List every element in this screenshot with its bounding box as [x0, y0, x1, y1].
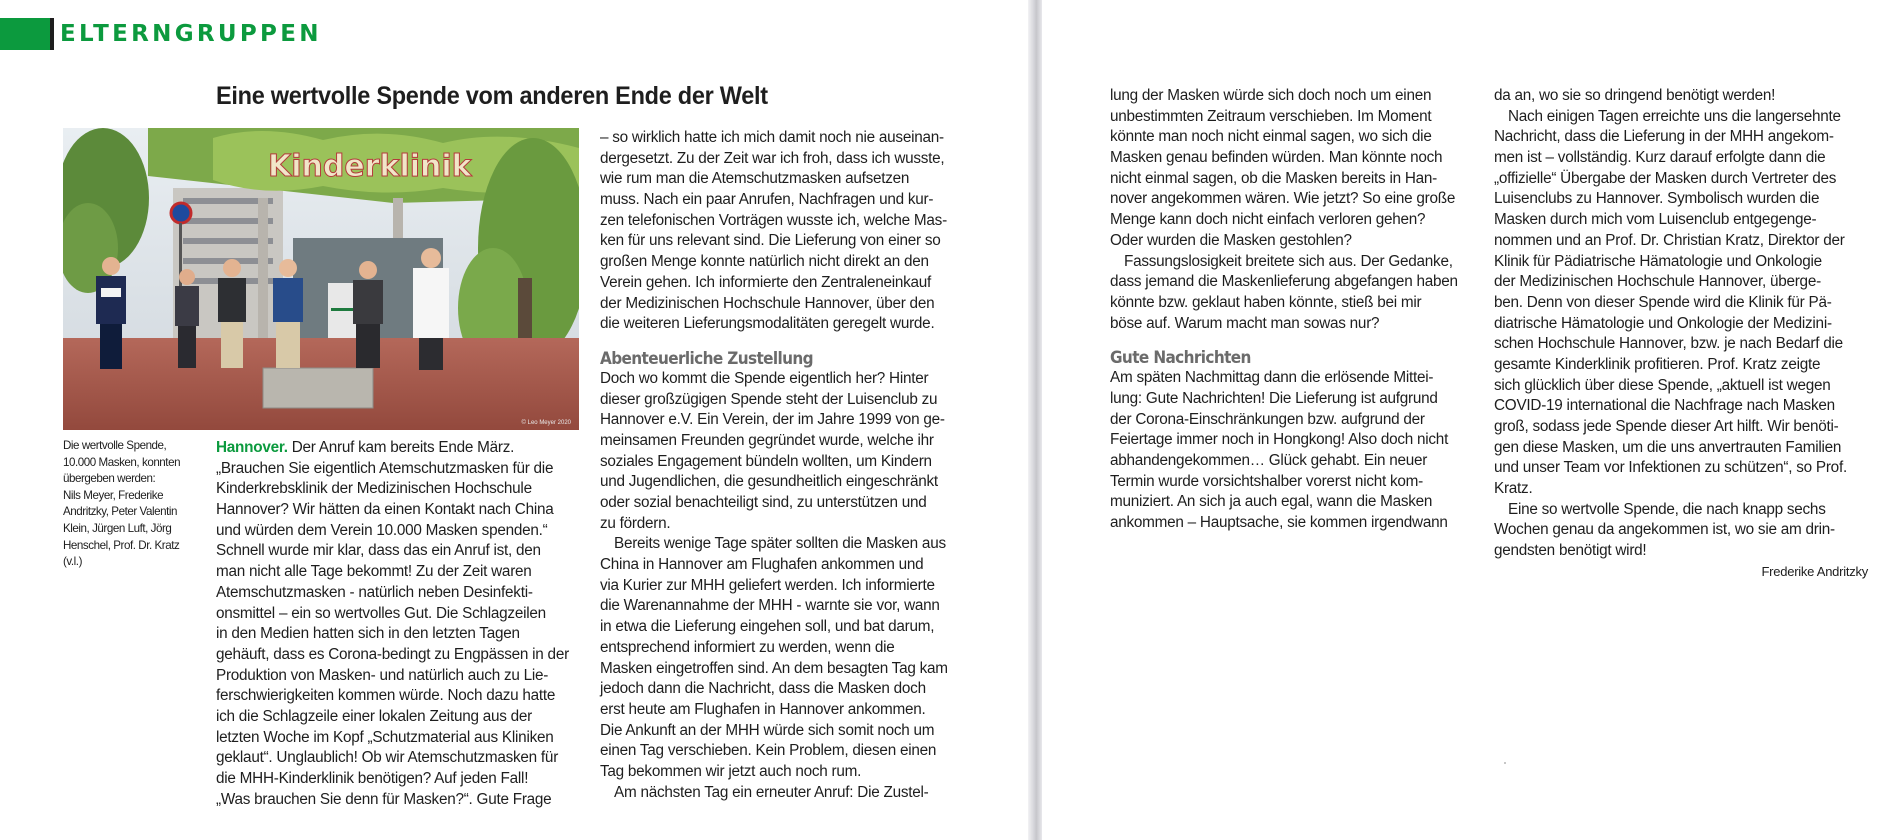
text-line: Kratz.: [1494, 480, 1533, 498]
page-gutter: [1028, 0, 1042, 840]
text-line: erst heute am Flughafen in Hannover ankommen.: [600, 700, 926, 718]
subheading: Gute Nachrichten: [1110, 348, 1251, 369]
text-line: die weiteren Lieferungsmodalitäten geregelt wurde.: [600, 315, 935, 333]
paper-speck: [1504, 762, 1506, 764]
text-line: Klinik für Pädiatrische Hämatologie und Onkologie: [1494, 252, 1822, 270]
text-line: Kinderkrebsklinik der Medizinischen Hochschule: [216, 480, 532, 498]
text-line: soziales Engagement bündeln wollten, um Kindern: [600, 452, 932, 470]
text-line: Feiertage immer noch in Hongkong! Also doch nicht: [1110, 431, 1449, 449]
text-line: [216, 438, 576, 459]
text-line: Fassungslosigkeit breitete sich aus. Der Gedanke,: [1124, 252, 1453, 270]
text-line: „Brauchen Sie eigentlich Atemschutzmasken für die: [216, 459, 554, 477]
text-line: Eine so wertvolle Spende, die nach knapp sechs: [1508, 500, 1826, 518]
text-line: COVID-19 international die Nachfrage nach Masken: [1494, 397, 1835, 415]
photo-caption: [63, 438, 193, 571]
text-line: groß, sodass jede Spende dieser Art hilft. Wir benöti-: [1494, 418, 1839, 435]
text-line: die Warenannahme der MHH - warnte sie vor, wann: [600, 597, 940, 615]
caption-line: Die wertvolle Spende,: [63, 439, 167, 452]
text-line: dergesetzt. Zu der Zeit war ich froh, dass ich wusste,: [600, 149, 945, 167]
text-line: meinsamen Freunden gegründet wurde, welche ihr: [600, 431, 934, 449]
text-line: Bereits wenige Tage später sollten die Masken aus: [614, 535, 946, 553]
text-column-2: [600, 128, 980, 803]
text-line: lung der Masken würde sich doch noch um einen: [1110, 87, 1432, 104]
subheading: Abenteuerliche Zustellung: [600, 348, 813, 369]
text-line: lung: Gute Nachrichten! Die Lieferung ist aufgrund: [1110, 389, 1438, 407]
text-line: Hannover? Wir hätten da einen Kontakt nach China: [216, 501, 554, 519]
text-line: Luisenclubs zu Hannover. Symbolisch wurden die: [1494, 190, 1820, 208]
section-bar-divider: [50, 18, 54, 50]
text-line: gen diese Masken, um die uns anvertrauten Familien: [1494, 438, 1842, 456]
text-line: der Medizinischen Hochschule Hannover, über den: [600, 294, 935, 312]
text-line: Masken genau befinden würden. Man könnte noch: [1110, 149, 1443, 167]
text-line: schen Hochschule Hannover, bzw. je nach Bedarf die: [1494, 335, 1843, 353]
text-line: letzten Woche im Kopf „Schutzmaterial aus Kliniken: [216, 728, 554, 746]
text-line: könnte man noch nicht einmal sagen, wo sich die: [1110, 128, 1432, 146]
text-line: Am späten Nachmittag dann die erlösende Mittei-: [1110, 369, 1434, 387]
text-line: großen Menge konnte natürlich nicht direkt an den: [600, 253, 929, 271]
text-line: ben. Denn von dieser Spende wird die Klinik für Pä-: [1494, 293, 1832, 311]
text-line: Menge kann doch nicht einfach verloren gehen?: [1110, 211, 1426, 229]
text-line: und Jugendlichen, die gesundheitlich eingeschränkt: [600, 473, 938, 491]
caption-line: Andritzky, Peter Valentin: [63, 505, 177, 519]
text-line: einen Tag verschieben. Kein Problem, diesen einen: [600, 742, 937, 760]
text-column-3: [1110, 86, 1482, 534]
text-line: Verein gehen. Ich informierte den Zentraleneinkauf: [600, 273, 932, 291]
article-photo: [63, 128, 579, 430]
text-column-4: [1494, 86, 1868, 583]
text-line: Die Ankunft an der MHH würde sich somit noch um: [600, 721, 935, 739]
text-column-1: [216, 438, 576, 810]
author-byline: Frederike Andritzky: [1761, 563, 1868, 579]
text-line: entsprechend informiert zu werden, wenn die: [600, 638, 895, 656]
right-page: [1042, 0, 1897, 840]
text-line: Oder wurden die Masken gestohlen?: [1110, 231, 1352, 249]
text-line: nicht einmal sagen, ob die Masken bereits in Han-: [1110, 169, 1438, 187]
text-line: Atemschutzmasken - natürlich neben Desinfekti-: [216, 583, 533, 601]
caption-line: übergeben werden:: [63, 472, 156, 486]
caption-line: (v.l.): [63, 555, 82, 569]
text-line: Nachricht, dass die Lieferung in der MHH angekom-: [1494, 128, 1834, 146]
photo-credit: © Leo Meyer 2020: [521, 420, 571, 426]
text-line: böse auf. Warum macht man sowas nur?: [1110, 314, 1380, 332]
text-line: gendsten benötigt wird!: [1494, 542, 1647, 560]
text-line: wie rum man die Atemschutzmasken aufsetzen: [600, 170, 910, 188]
text-line: man nicht alle Tage bekommt! Zu der Zeit waren: [216, 563, 532, 581]
text-line: geklaut“. Unglaublich! Ob wir Atemschutzmasken für: [216, 749, 559, 767]
text-line: diatrische Hämatologie und Onkologie der Medizini-: [1494, 314, 1832, 332]
svg-text:Kinderklinik: Kinderklinik: [268, 149, 472, 184]
text-line: Produktion von Masken- und natürlich auch zu Lie-: [216, 666, 549, 684]
text-line: Masken eingetroffen sind. An dem besagten Tag kam: [600, 659, 948, 677]
text-line: gesamte Kinderklinik profitieren. Prof. Kratz zeigte: [1494, 355, 1821, 373]
section-color-bar: [0, 18, 50, 50]
text-line: „Was brauchen Sie denn für Masken?“. Gute Frage: [216, 790, 552, 808]
text-line: Termin wurde vorsichtshalber vorerst nicht kom-: [1110, 472, 1423, 490]
caption-line: Klein, Jürgen Luft, Jörg: [63, 521, 172, 535]
text-line: und würden dem Verein 10.000 Masken spenden.“: [216, 521, 548, 539]
text-line: Am nächsten Tag ein erneuter Anruf: Die Zustel-: [614, 783, 929, 801]
text-line: via Kurier zur MHH geliefert werden. Ich informierte: [600, 576, 935, 594]
text-line: in den Medien hatten sich in den letzten Tagen: [216, 625, 520, 643]
text-line: onsmittel – ein so wertvolles Gut. Die Schlagzeilen: [216, 604, 546, 622]
text-line: sich glücklich über diese Spende, „aktuell ist wegen: [1494, 376, 1831, 394]
text-line: ferschwierigkeiten kommen würde. Noch dazu hatte: [216, 687, 556, 705]
text-line: der Medizinischen Hochschule Hannover, überge-: [1494, 273, 1821, 291]
text-line: ich die Schlagzeile einer lokalen Zeitung aus der: [216, 707, 532, 725]
text-line: Tag bekommen wir jetzt auch noch rum.: [600, 762, 862, 780]
dateline-city: Hannover.: [216, 439, 288, 456]
text-line: muss. Nach ein paar Anrufen, Nachfragen und kur-: [600, 191, 934, 209]
text-line: Masken durch mich vom Luisenclub entgegenge-: [1494, 211, 1817, 229]
text-line: in etwa die Lieferung eingehen soll, und bat darum,: [600, 618, 935, 636]
text-line: nover angekommen wären. Wie jetzt? So eine große: [1110, 190, 1456, 208]
text-line: Nach einigen Tagen erreichte uns die langersehnte: [1508, 107, 1841, 125]
text-line: – so wirklich hatte ich mich damit noch nie auseinan-: [600, 129, 944, 146]
text-line: könnte bzw. geklaut haben könnte, stieß bei mir: [1110, 293, 1422, 311]
text-line: Doch wo kommt die Spende eigentlich her? Hinter: [600, 369, 929, 387]
text-line: Wochen genau da angekommen ist, wo sie am drin-: [1494, 521, 1835, 539]
text-line: ankommen – Hauptsache, sie kommen irgendwann: [1110, 514, 1448, 532]
text-line: Schnell wurde mir klar, dass das ein Anruf ist, den: [216, 542, 541, 560]
text-line: gehäuft, dass es Corona-bedingt zu Engpässen in der: [216, 645, 569, 663]
text-line: zen telefonischen Vorträgen wusste ich, welche Mas-: [600, 211, 947, 229]
text-line: dass jemand die Maskenlieferung abgefangen haben: [1110, 273, 1458, 291]
text-line: da an, wo sie so dringend benötigt werden!: [1494, 87, 1776, 104]
text-line: abhandengekommen… Glück gehabt. Ein neuer: [1110, 452, 1428, 469]
text-line: nommen und an Prof. Dr. Christian Kratz, Direktor der: [1494, 231, 1845, 249]
text-line: die MHH-Kinderklinik benötigen? Auf jeden Fall!: [216, 770, 529, 787]
photo-image-icon: [63, 128, 579, 430]
text-line: der Corona-Einschränkungen bzw. aufgrund der: [1110, 410, 1425, 428]
article-title: Eine wertvolle Spende vom anderen Ende der Welt: [216, 82, 768, 110]
text-line: men ist – vollständig. Kurz darauf erfolgte dann die: [1494, 149, 1826, 167]
text-line: jedoch dann die Nachricht, dass die Masken doch: [600, 680, 926, 698]
text-line: Hannover e.V. Ein Verein, der im Jahre 1999 von ge-: [600, 411, 945, 429]
section-label: ELTERNGRUPPEN: [60, 21, 322, 47]
text-line: China in Hannover am Flughafen ankommen und: [600, 556, 924, 574]
text-line: dieser großzügigen Spende steht der Luisenclub zu: [600, 390, 938, 408]
text-line: muniziert. An sich ja auch egal, wann die Masken: [1110, 493, 1433, 511]
text-line: zu fördern.: [600, 514, 671, 532]
text-line: unbestimmten Zeitraum verschieben. Im Moment: [1110, 107, 1432, 125]
caption-line: 10.000 Masken, konnten: [63, 455, 181, 469]
text-line: ken für uns relevant sind. Die Lieferung von einer so: [600, 232, 941, 250]
caption-line: Henschel, Prof. Dr. Kratz: [63, 538, 180, 552]
caption-line: Nils Meyer, Frederike: [63, 488, 164, 502]
text-line: oder sozial benachteiligt sind, zu unterstützen und: [600, 494, 927, 511]
text-line: „offizielle“ Übergabe der Masken durch Vertreter des: [1494, 169, 1837, 187]
text-line: und unser Team vor Infektionen zu schützen“, so Prof.: [1494, 459, 1847, 477]
text-line-fragment: Der Anruf kam bereits Ende März.: [287, 439, 515, 456]
